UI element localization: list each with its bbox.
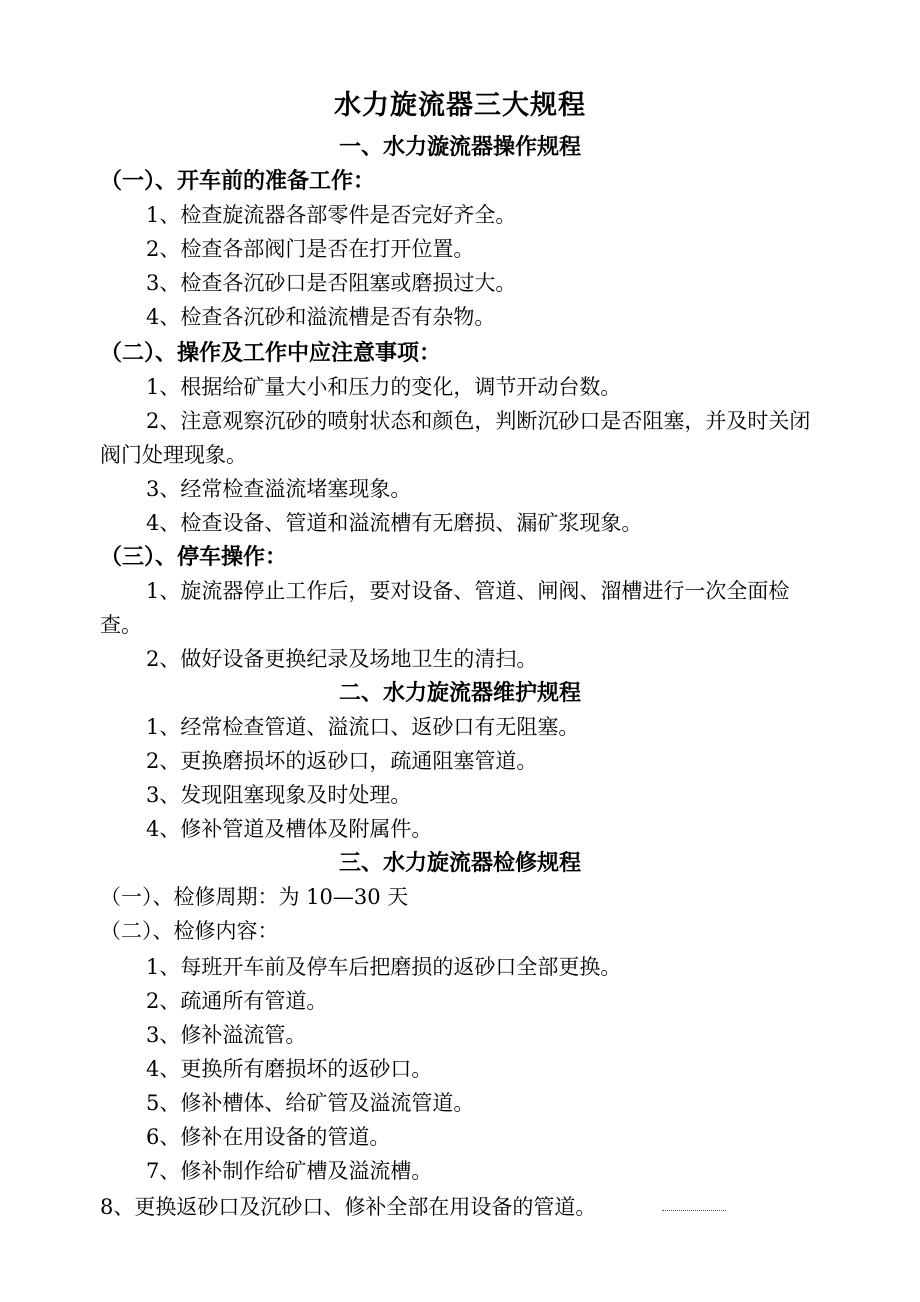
list-item: 2、做好设备更换纪录及场地卫生的清扫。 (146, 647, 538, 671)
list-item: 4、修补管道及槽体及附属件。 (146, 817, 433, 841)
section-1-part-2-heading: （二）、操作及工作中应注意事项： (100, 340, 442, 366)
list-item-wrapped: 2、注意观察沉砂的喷射状态和颜色，判断沉砂口是否阻塞，并及时关闭阀门处理现象。 (100, 409, 811, 467)
list-item: 2、检查各部阀门是否在打开位置。 (146, 237, 475, 261)
list-item: 1、经常检查管道、溢流口、返砂口有无阻塞。 (146, 715, 580, 739)
list-item: 2、疏通所有管道。 (146, 989, 328, 1013)
list-item: 4、检查各沉砂和溢流槽是否有杂物。 (146, 305, 496, 329)
list-item: 1、每班开车前及停车后把磨损的返砂口全部更换。 (146, 955, 622, 979)
list-item: 6、修补在用设备的管道。 (146, 1125, 391, 1149)
list-item: 1、检查旋流器各部零件是否完好齐全。 (146, 203, 517, 227)
list-item: 3、检查各沉砂口是否阻塞或磨损过大。 (146, 271, 517, 295)
list-item: 3、修补溢流管。 (146, 1023, 307, 1047)
final-item: 8、更换返砂口及沉砂口、修补全部在用设备的管道。 (100, 1195, 597, 1219)
list-item: 2、更换磨损坏的返砂口，疏通阻塞管道。 (146, 749, 538, 773)
section-3-heading: 三、水力旋流器检修规程 (338, 850, 581, 876)
list-item: 1、根据给矿量大小和压力的变化，调节开动台数。 (146, 375, 622, 399)
section-3-part-2-heading: （二）、检修内容： (100, 919, 279, 943)
list-item: 4、检查设备、管道和溢流槽有无磨损、漏矿浆现象。 (146, 511, 643, 535)
list-item: 3、经常检查溢流堵塞现象。 (146, 477, 412, 501)
section-1-part-3-heading: （三）、停车操作： (100, 544, 288, 570)
section-2-heading: 二、水力旋流器维护规程 (338, 680, 581, 706)
section-1-part-1-heading: （一）、开车前的准备工作： (100, 168, 376, 194)
list-item: 4、更换所有磨损坏的返砂口。 (146, 1057, 433, 1081)
section-3-part-1: （一）、检修周期：为 10—30 天 (100, 885, 409, 909)
list-item: 7、修补制作给矿槽及溢流槽。 (146, 1159, 433, 1183)
list-item: 3、发现阻塞现象及时处理。 (146, 783, 412, 807)
list-item: 5、修补槽体、给矿管及溢流管道。 (146, 1091, 475, 1115)
dotted-leader-line (662, 1210, 726, 1211)
list-item-wrapped: 1、旋流器停止工作后，要对设备、管道、闸阀、溜槽进行一次全面检查。 (100, 579, 790, 637)
document-title: 水力旋流器三大规程 (334, 90, 586, 121)
section-1-heading: 一、水力漩流器操作规程 (338, 134, 581, 160)
